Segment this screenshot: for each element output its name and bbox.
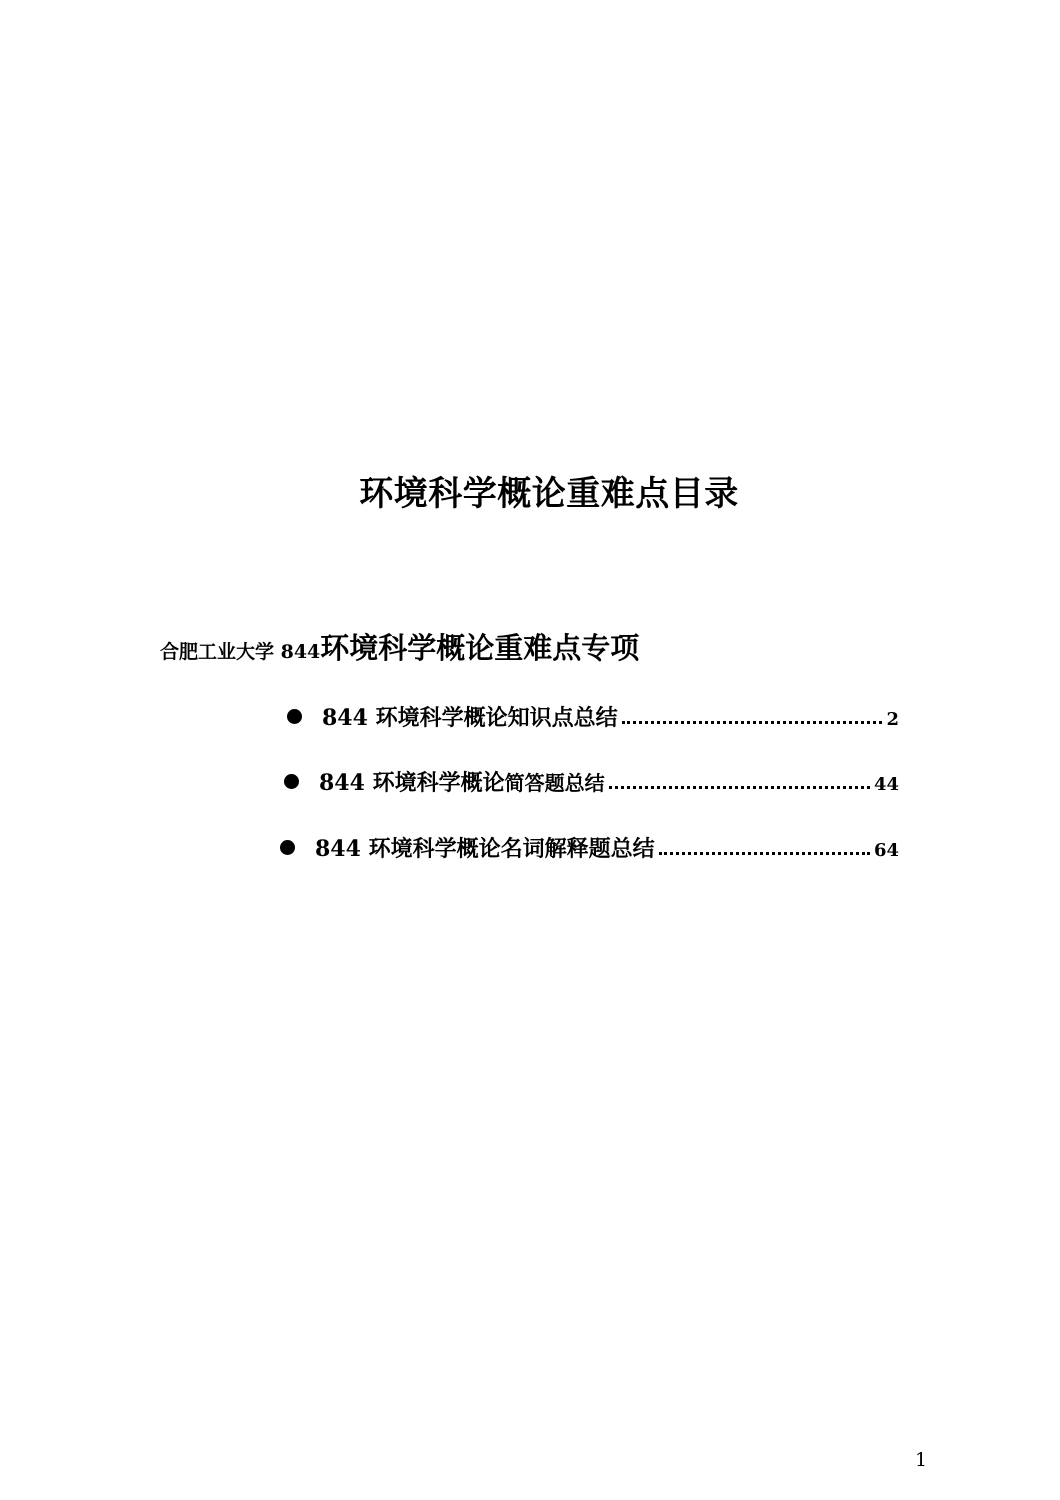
section-heading: [160, 626, 639, 675]
toc-entry-text: [315, 834, 655, 864]
toc-entry-text: [319, 768, 605, 798]
toc-entry-label: 844 环境科学概论: [319, 770, 505, 796]
toc-entry[interactable]: [280, 830, 899, 864]
toc-entry-text: [322, 703, 618, 733]
toc-entry-label-small: 简答题总结: [504, 771, 605, 795]
toc-entry-label: 844 环境科学概论名词解释题总结: [315, 836, 655, 862]
toc-entry-label: 844 环境科学概论知识点总结: [322, 705, 618, 731]
toc-entry-page: 44: [873, 774, 899, 795]
toc-leader-dots: [622, 721, 883, 724]
bullet-icon: [284, 774, 299, 789]
toc-leader-dots: [659, 852, 870, 855]
toc-entry[interactable]: [287, 699, 899, 733]
bullet-icon: [287, 709, 302, 724]
section-heading-main: 环境科学概论重难点专项: [320, 631, 640, 665]
document-title: 环境科学概论重难点目录: [359, 474, 739, 514]
page-number: 1: [915, 1449, 928, 1471]
bullet-icon: [280, 840, 295, 855]
toc-entry-page: 2: [886, 709, 899, 730]
toc-entry-page: 64: [873, 840, 899, 861]
section-heading-prefix: 合肥工业大学 844: [160, 641, 321, 663]
toc-leader-dots: [609, 786, 870, 789]
toc-entry[interactable]: [284, 764, 899, 798]
